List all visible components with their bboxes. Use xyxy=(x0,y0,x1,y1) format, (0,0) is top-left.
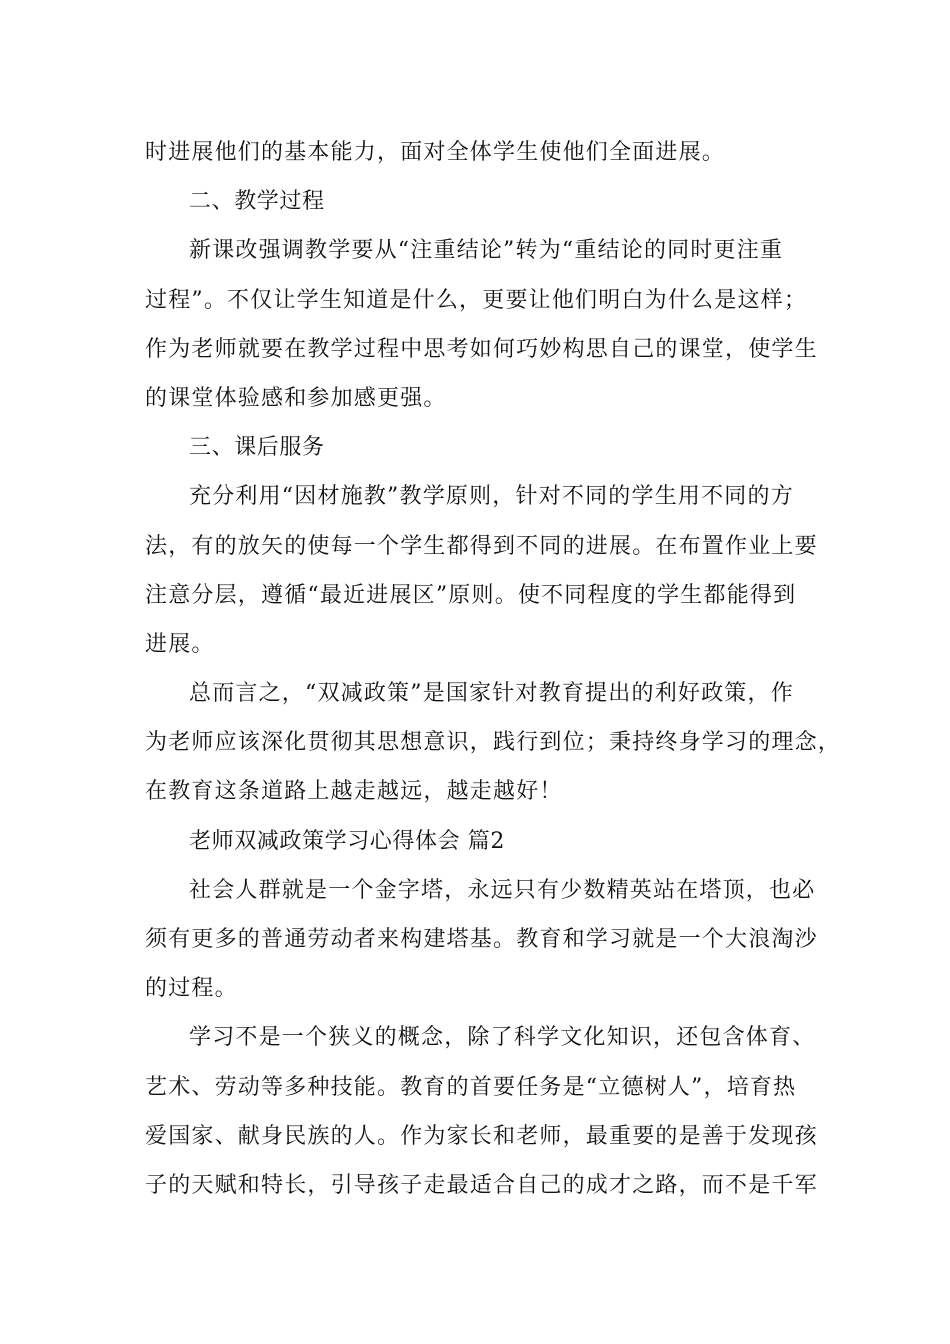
paragraph-line: 在教育这条道路上越走越远，越走越好！ xyxy=(145,779,563,805)
paragraph-line: 过程”。不仅让学生知道是什么，更要让他们明白为什么是这样； xyxy=(145,287,808,313)
paragraph-line: 时进展他们的基本能力，面对全体学生使他们全面进展。 xyxy=(145,140,726,165)
paragraph-line: 社会人群就是一个金字塔，永远只有少数精英站在塔顶，也必 xyxy=(189,877,816,903)
paragraph-line: 进展。 xyxy=(145,631,215,657)
paragraph-line: 子的天赋和特长，引导孩子走最适合自己的成才之路，而不是千军 xyxy=(145,1172,818,1198)
paragraph-line: 注意分层，遵循“最近进展区”原则。使不同程度的学生都能得到 xyxy=(145,582,797,608)
paragraph-line: 法，有的放矢的使每一个学生都得到不同的进展。在布置作业上要 xyxy=(145,533,818,559)
paragraph-line: 的过程。 xyxy=(145,976,238,1002)
section-heading: 二、教学过程 xyxy=(189,189,325,215)
paragraph-line: 的课堂体验感和参加感更强。 xyxy=(145,385,447,411)
paragraph-line: 艺术、劳动等多种技能。教育的首要任务是“立德树人”，培育热 xyxy=(145,1074,797,1100)
paragraph-line: 爱国家、献身民族的人。作为家长和老师，最重要的是善于发现孩 xyxy=(145,1123,818,1149)
paragraph-line: 为老师应该深化贯彻其思想意识，践行到位；秉持终身学习的理念， xyxy=(145,730,842,756)
paragraph-line: 学习不是一个狭义的概念，除了科学文化知识，还包含体育、 xyxy=(189,1025,816,1051)
document-body xyxy=(145,128,842,1210)
paragraph-line: 总而言之，“双减政策”是国家针对教育提出的利好政策，作 xyxy=(189,681,794,707)
article-title: 老师双减政策学习心得体会 篇2 xyxy=(189,828,505,854)
paragraph-line: 充分利用“因材施教”教学原则，针对不同的学生用不同的方 xyxy=(189,484,794,510)
paragraph-line: 新课改强调教学要从“注重结论”转为“重结论的同时更注重 xyxy=(189,238,784,264)
paragraph-line: 须有更多的普通劳动者来构建塔基。教育和学习就是一个大浪淘沙 xyxy=(145,927,818,952)
paragraph-line: 作为老师就要在教学过程中思考如何巧妙构思自己的课堂，使学生 xyxy=(145,336,818,362)
section-heading: 三、课后服务 xyxy=(189,435,325,461)
